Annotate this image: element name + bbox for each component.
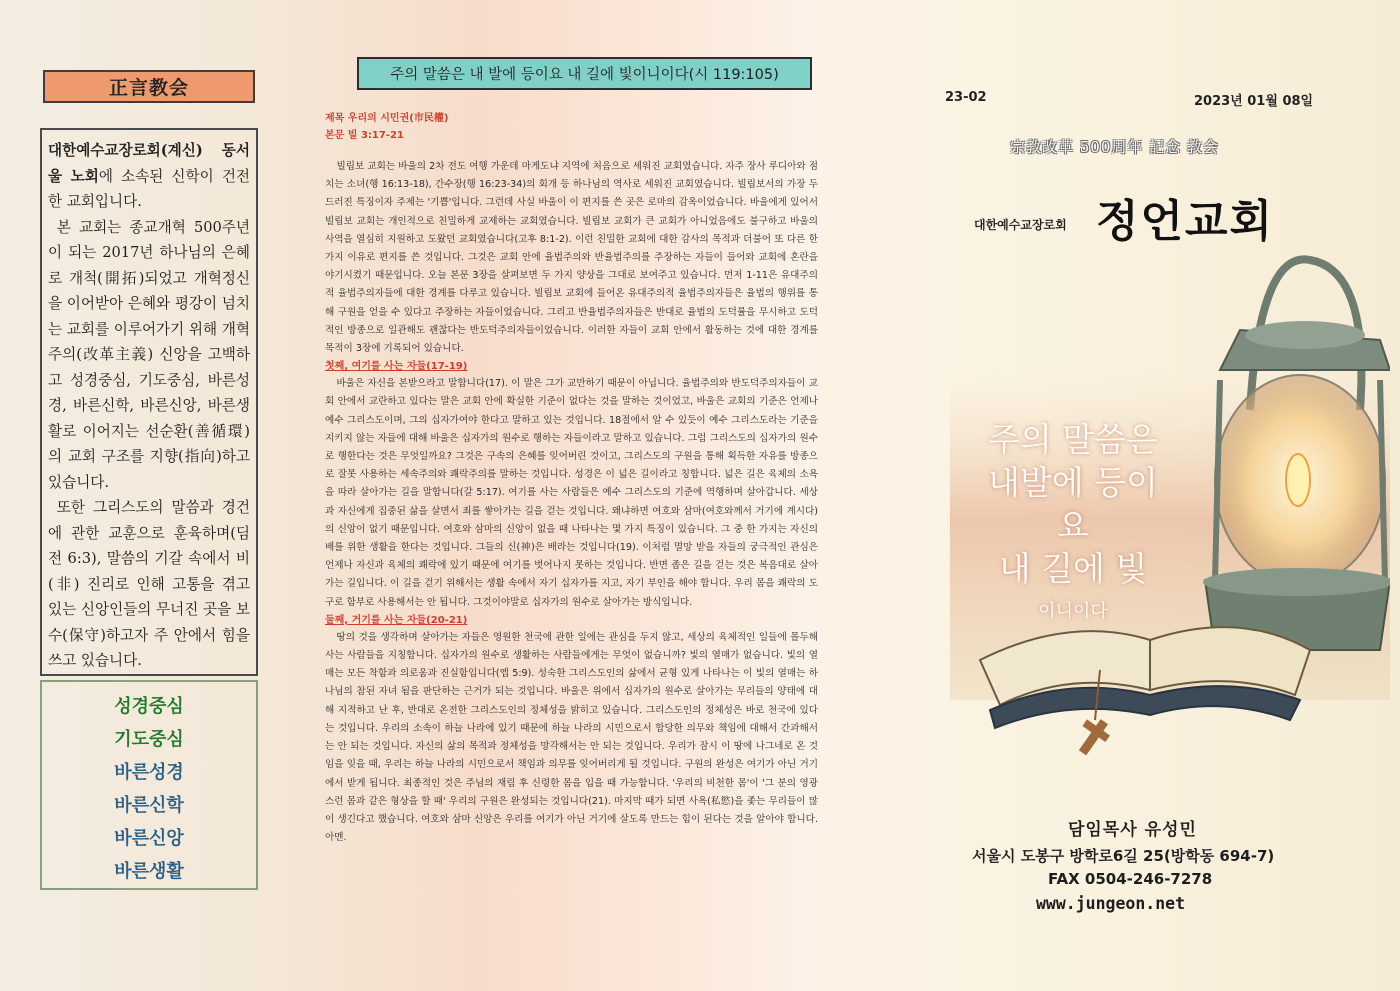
virtue-item: 바른생활 xyxy=(114,861,184,882)
sermon-intro: 빌립보 교회는 바울의 2차 전도 여행 가운데 마게도냐 지역에 처음으로 세워진 교회였습니다. 자주 장사 루디아와 점치는 소녀(행 16:13-18), 간수장(행 16:23-34)의 회개 등 하나님의 역사로 세워진 교회였습니다. 빌립보서의 가장 두드러진 특징이자 주제는 '기쁨'입니다. 그런데 사실 바울이 이 편지를 쓴 곳은 로마의 감옥이었습니다. 바울에게 있어서 빌립보 교회는 개인적으로 친밀하게 교제하는 교회였습니다. 빌립보 교회가 큰 교회가 아니었음에도 불구하고 바울의 사역을 열심히 지원하고 도왔던 교회였습니다(고후 8:1-2). 이런 친밀한 교회에 대한 감사의 목적과 더불어 또 다른 한 가지 이유로 편지를 쓴 것입니다. 그것은 교회 안에 율법주의와 반율법주의를 주장하는 자들이 들어와 교회에 혼란을 야기시켰기 때문입니다. 오늘 본문 3장을 살펴보면 두 가지 양상을 그대로 보여주고 있습니다. 먼저 1-11은 유대주의적 율법주의자들에 대한 경계를 다루고 있습니다. 빌립보 교회에 들어온 유대주의적 율법주의자들은 율법의 행위를 통해 구원을 얻을 수 있다고 주장하는 자들이었습니다. 그리고 반율법주의자들은 반대로 율법의 도덕률을 무시하고 도덕적인 방종으로 일관해도 괜찮다는 반도덕주의자들이었습니다. 이러한 자들이 교회 안에서 활동하는 것에 대한 경계를 목적이 3장에 기록되어 있습니다. xyxy=(325,161,818,355)
section-heading-1: 첫째, 여기를 사는 자들(17-19) xyxy=(325,361,468,373)
pastor-name: 담임목사 유성민 xyxy=(1068,820,1197,840)
sermon-text-reference: 본문 빌 3:17-21 xyxy=(325,130,404,141)
website-url: www.jungeon.net xyxy=(1036,894,1186,913)
virtue-item: 성경중심 xyxy=(114,696,184,717)
denomination-label: 대한예수교장로회 xyxy=(974,218,1067,232)
church-address: 서울시 도봉구 방학로6길 25(방학동 694-7) xyxy=(972,847,1275,865)
intro-paragraph-1 xyxy=(48,138,250,215)
virtue-item: 바른성경 xyxy=(114,762,184,783)
calligraphy-line: 내 길에 빛 xyxy=(998,549,1148,588)
calligraphy-verse xyxy=(988,418,1158,633)
calligraphy-line: 이니이다 xyxy=(1038,601,1108,622)
section-body-2: 땅의 것을 생각하며 살아가는 자들은 영원한 천국에 관한 일에는 관심을 두지 않고, 세상의 육체적인 일들에 몰두해 사는 사람들을 지칭합니다. 십자가의 원수로 생활하는 사람들에게는 무엇이 없습니까? 빛의 열매가 없습니다. 빛의 열매는 모든 착함과 의로움과 진실함입니다(엡 5:9). 성숙한 그리스도인의 삶에서 균형 있게 나타나는 이 빛의 열매는 하나님의 참된 자녀 됨을 판단하는 근거가 되는 것입니다. 바울은 위에서 십자가의 원수로 살아가는 무리들의 양태에 대해 지적하고 난 후, 반대로 온전한 그리스도인의 정체성을 밝히고 있습니다. 그리스도인의 정체성은 바로 천국에 있다는 것입니다. 우리의 소속이 하늘 나라에 있기 때문에 하늘 나라의 시민으로서 합당한 의무와 책임에 대해서 간과해서는 안 되는 것입니다. 자신의 삶의 목적과 정체성을 망각해서는 안 되는 것입니다. 우리가 잠시 이 땅에 나그네로 온 것임을 잊을 때, 우리는 하늘 나라의 시민으로서 책임과 의무를 잊어버리게 될 것입니다. 구원의 완성은 여기가 아닌 거기에서 받게 됩니다. 최종적인 것은 주님의 재림 후 신령한 몸을 입을 때 가능합니다. '우리의 비천한 몸'이 '그 분의 영광스런 몸과 같은 형상을 할 때' 우리의 구원은 완성되는 것입니다(21). 마지막 때가 되면 사욕(私慾)을 좇는 무리들이 많이 생긴다고 했습니다. 여호와 삼마 신앙은 우리를 여기가 아닌 거기에 살도록 만드는 힘이 된다는 것을 알아야 합니다. 아멘. xyxy=(325,631,818,844)
fax-number: FAX 0504-246-7278 xyxy=(1048,870,1213,888)
virtue-item: 바른신학 xyxy=(114,795,184,816)
issue-date: 2023년 01월 08일 xyxy=(1194,94,1314,109)
intro-text-1: 에 소속된 신학이 건전한 교회입니다. xyxy=(48,167,251,210)
lantern-cap-top xyxy=(1245,321,1365,349)
church-title: 정언교회 xyxy=(1096,196,1275,247)
sermon-body xyxy=(325,110,818,847)
church-intro-box xyxy=(40,128,258,676)
church-name-tag: 正言教会 xyxy=(43,70,255,103)
virtue-item: 기도중심 xyxy=(114,729,184,750)
virtue-item: 바른신앙 xyxy=(114,828,184,849)
lantern-flame xyxy=(1286,454,1310,506)
wooden-cross-icon xyxy=(1079,719,1110,755)
intro-paragraph-2: 본 교회는 종교개혁 500주년이 되는 2017년 하나님의 은혜로 개척(開拓)되었고 개혁정신을 이어받아 은혜와 평강이 넘치는 교회를 이루어가기 위해 개혁주의(改革主義) 신앙을 고백하고 성경중심, 기도중심, 바른성경, 바른신학, 바른신앙, 바른생활로 이어지는 선순환(善循環)의 교회 구조를 지향(指向)하고 있습니다. xyxy=(48,218,250,491)
lantern-base-rim xyxy=(1203,568,1390,596)
sermon-title: 제목 우리의 시민권(市民權) xyxy=(325,113,449,124)
section-heading-2: 둘째, 거기를 사는 자들(20-21) xyxy=(325,614,468,626)
intro-denomination: 대한예수교장로회(계신) 동서울 노회 xyxy=(48,142,250,185)
intro-paragraph-3: 또한 그리스도의 말씀과 경건에 관한 교훈으로 훈육하며(딤전 6:3), 말씀의 기갈 속에서 비(非) 진리로 인해 고통을 겪고 있는 신앙인들의 무너진 곳을 보수(保守)하고자 주 안에서 힘을 쓰고 있습니다. xyxy=(48,499,250,669)
calligraphy-line: 주의 말씀은 xyxy=(988,420,1158,459)
issue-number: 23-02 xyxy=(945,90,987,105)
anniversary-caption: 宗教改革 500周年 記念 教会 xyxy=(1010,138,1219,156)
verse-banner: 주의 말씀은 내 발에 등이요 내 길에 빛이니이다(시 119:105) xyxy=(357,57,812,90)
section-body-1: 바울은 자신을 본받으라고 말합니다(17). 이 말은 그가 교만하기 때문이 아닙니다. 율법주의와 반도덕주의자들이 교회 안에서 교란하고 있다는 말은 교회 안에 확실한 기준이 없다는 것을 말하는 것이었고, 바울은 교회의 기준은 언제나 예수 그리스도이며, 그의 십자가여야 한다고 말하고 있는 것입니다. 18절에서 알 수 있듯이 예수 그리스도라는 기준을 지키지 않는 자들에 대해 바울은 십자가의 원수로 행하는 자들이라고 말하고 있습니다. 그럼 그리스도의 십자가의 원수로 행한다는 것은 무엇일까요? 그것은 구속의 은혜를 잊어버린 것이고, 그리스도의 구원을 통해 획득한 자유를 방종으로 잘못 사용하는 세속주의와 쾌락주의를 말하는 것입니다. 성경은 이 넓은 길이라고 칭합니다. 넓은 길은 육체의 소욕을 따라 살아가는 길을 말합니다(갈 5:17). 여기를 사는 사람들은 예수 그리스도의 기준에 역행하며 살아갑니다. 세상과 자신에게 집중된 삶을 살면서 죄를 쌓아가는 길을 걷는 것입니다. 왜냐하면 여호와 삼마(여호와께서 거기에 계시다)의 신앙이 없기 때문입니다. 여호와 삼마의 신앙이 없을 때 나타나는 몇 가지 특징이 있습니다. 그 중 한 가지는 자신의 배를 위한 생활을 한다는 것입니다. 그들의 신(神)은 배라는 것입니다(19). 이처럼 멸망 받을 자들의 궁극적인 관심은 언제나 자신과 육체의 쾌락에 있기 때문에 여기를 벗어나지 못하는 것입니다. 반면 좁은 길을 걷는 것은 복음대로 살아가는 길입니다. 이 길을 걷기 위해서는 생활 속에서 자기 십자가를 지고, 자기 부인을 해야 합니다. 우리 몸을 쾌락의 도구로 함부로 사용해서는 안 됩니다. 그것이야말로 십자가의 원수로 살아가는 방식입니다. xyxy=(325,378,818,608)
calligraphy-line: 내발에 등이요 xyxy=(988,463,1158,545)
virtues-box xyxy=(40,680,258,890)
